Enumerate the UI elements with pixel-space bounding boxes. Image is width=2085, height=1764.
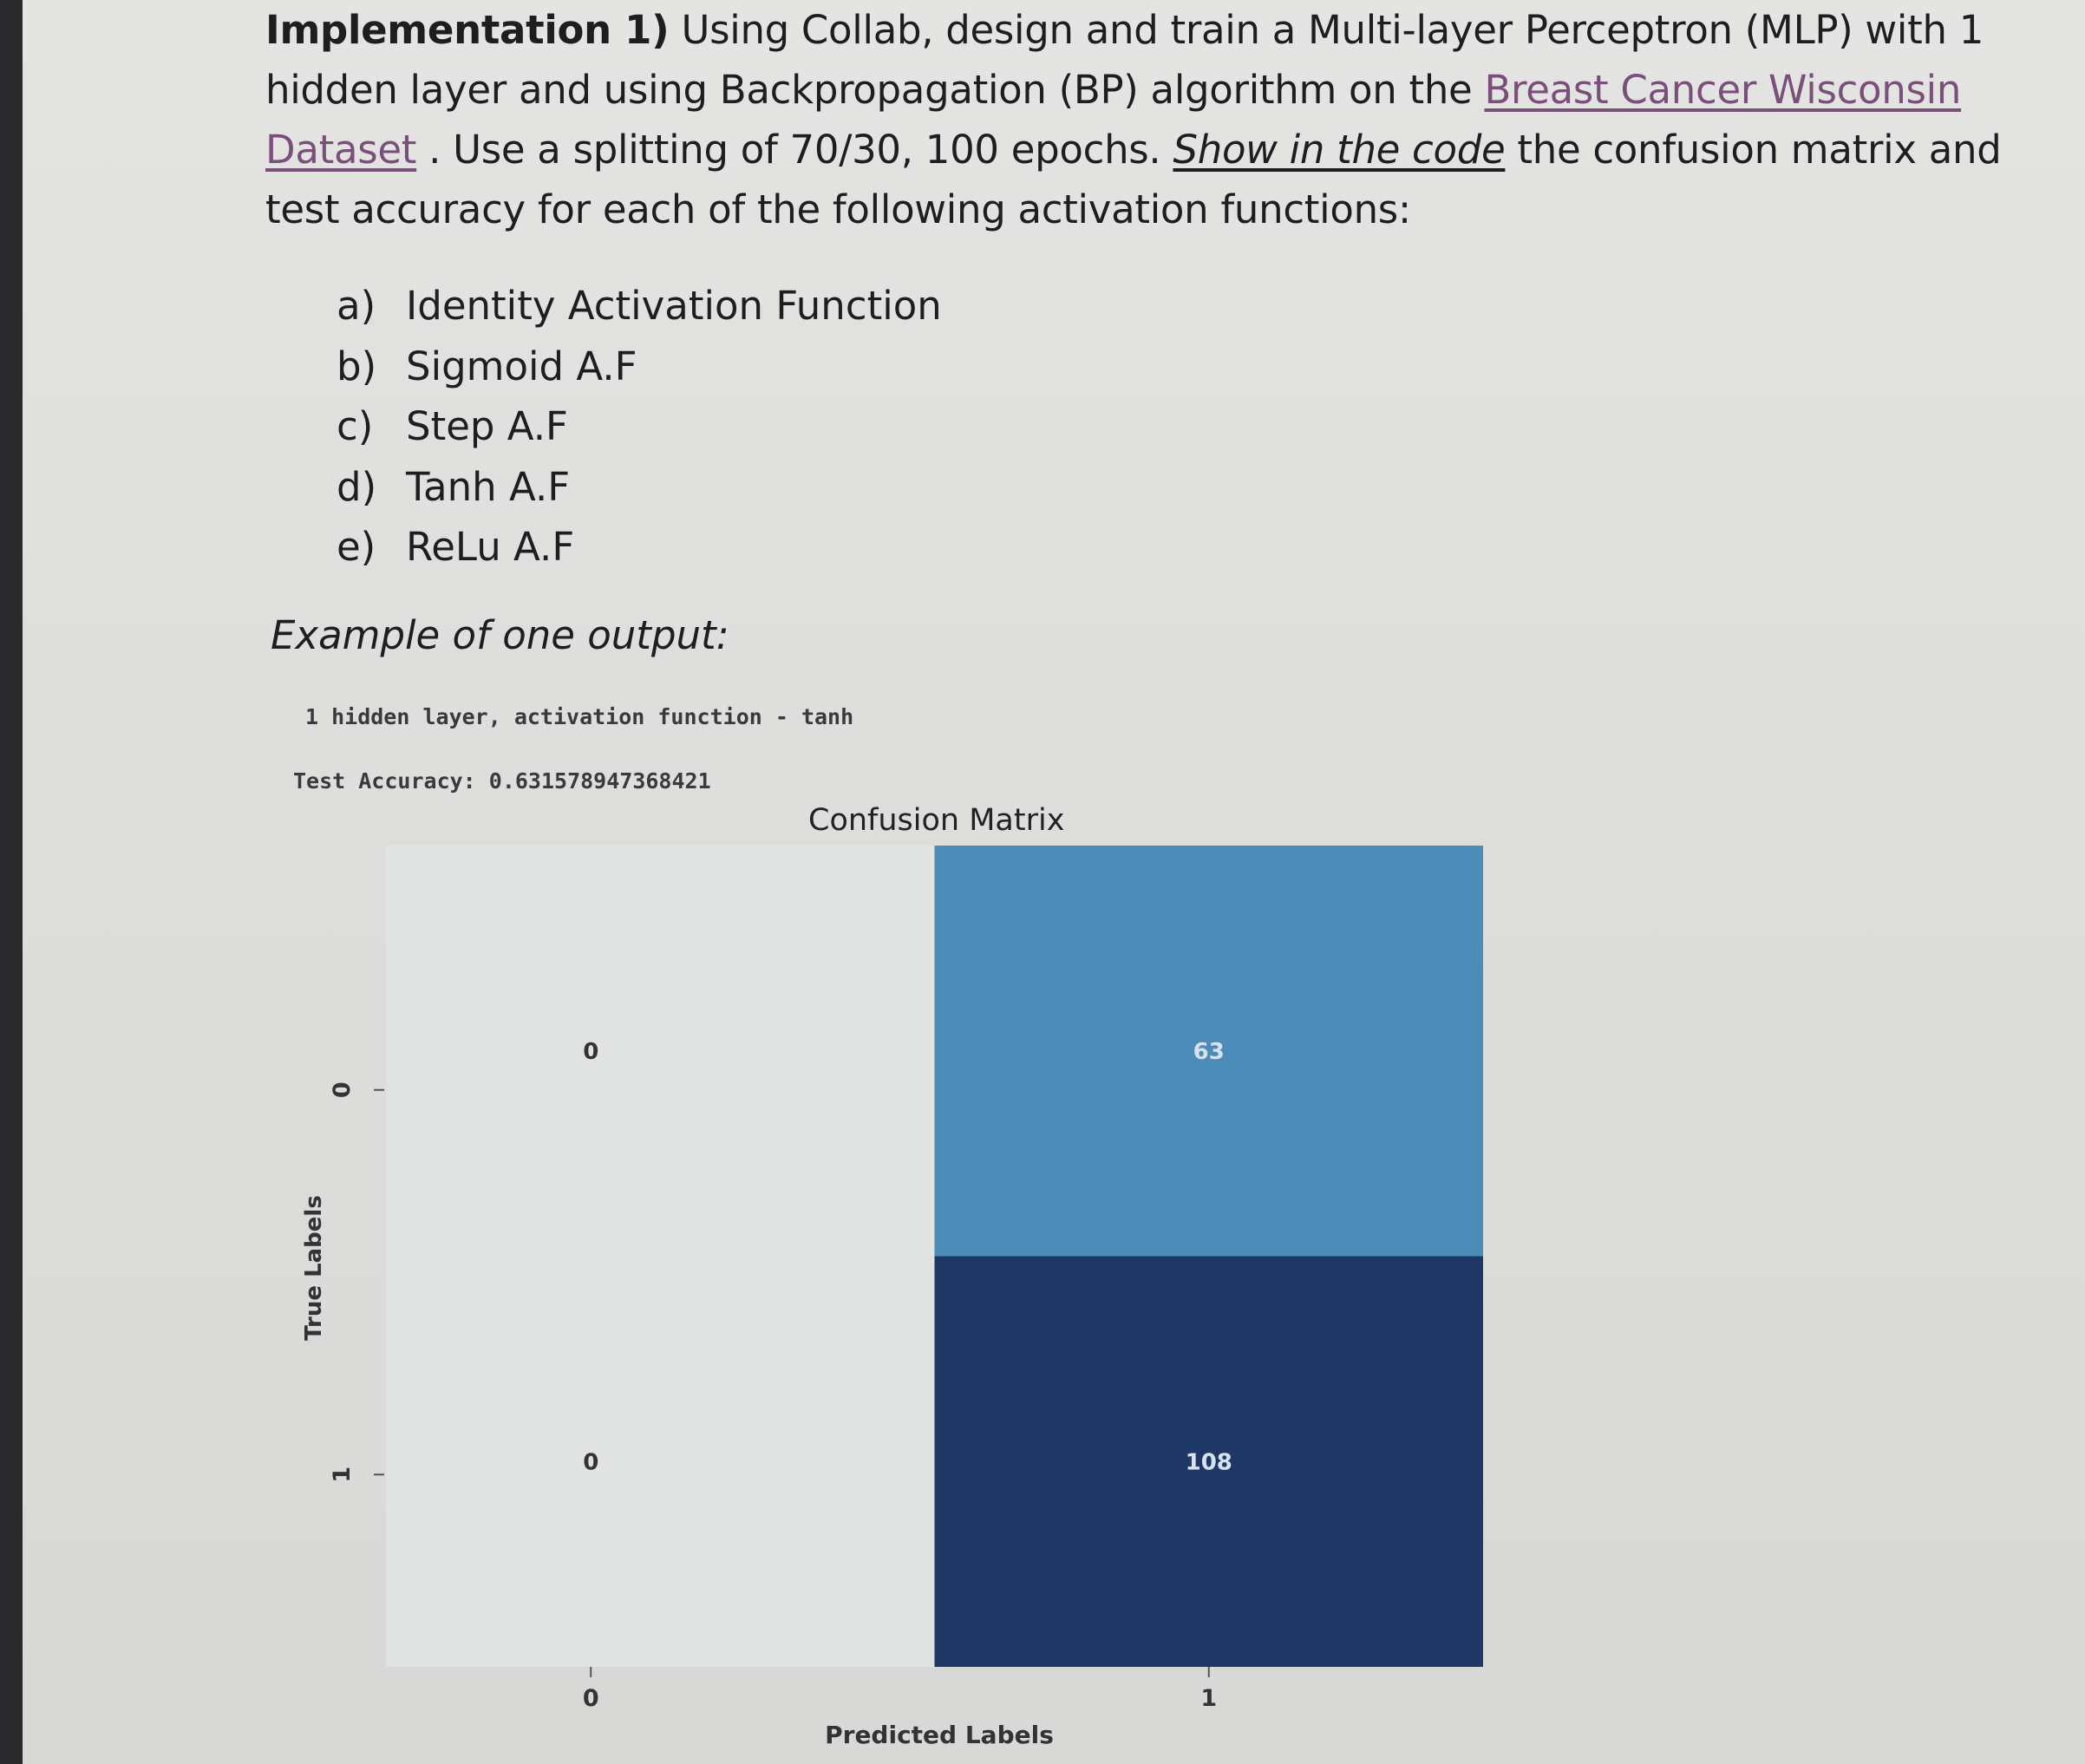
list-item-text: Identity Activation Function: [406, 283, 942, 329]
heatmap-cell: [386, 1257, 935, 1668]
heatmap-cell: [386, 846, 935, 1257]
cell-value-label: 0: [583, 1449, 599, 1476]
chart-title: Confusion Matrix: [808, 803, 1065, 838]
x-tick-label: 1: [1200, 1685, 1218, 1712]
list-marker: a): [337, 283, 376, 329]
list-marker: d): [337, 463, 377, 510]
cell-value-label: 0: [583, 1038, 599, 1065]
intro-emphasis: Show in the code: [1173, 127, 1506, 173]
cell-value-label: 108: [1185, 1449, 1232, 1476]
list-marker: c): [337, 403, 374, 449]
cell-value-label: 63: [1193, 1038, 1225, 1065]
y-tick-label: 0: [329, 1081, 356, 1099]
y-axis-label: True Labels: [301, 1195, 327, 1341]
list-item-text: ReLu A.F: [406, 524, 575, 570]
x-axis-label: Predicted Labels: [825, 1721, 1054, 1749]
intro-text-1: Using Collab, design and train a Multi-layer Perceptron (MLP) with 1 hidden layer and using Backpropagation (BP) algorithm on the: [265, 7, 1984, 113]
dataset-link[interactable]: Breast Cancer Wisconsin Dataset: [265, 67, 1962, 173]
list-item-text: Tanh A.F: [406, 463, 571, 510]
output-line-activation: 1 hidden layer, activation function - tanh: [305, 704, 854, 729]
output-line-accuracy: Test Accuracy: 0.631578947368421: [293, 768, 711, 794]
intro-text-3: the confusion matrix and test accuracy for each of the following activation functions:: [265, 127, 2002, 232]
y-tick-label: 1: [329, 1466, 356, 1483]
list-item-text: Step A.F: [406, 403, 568, 449]
list-marker: b): [337, 343, 377, 389]
list-marker: e): [337, 524, 376, 570]
list-item-text: Sigmoid A.F: [406, 343, 637, 389]
intro-text-2: . Use a splitting of 70/30, 100 epochs.: [416, 127, 1173, 173]
x-tick-label: 0: [582, 1685, 599, 1712]
implementation-label: Implementation 1): [265, 7, 670, 53]
example-heading: Example of one output:: [271, 612, 729, 658]
